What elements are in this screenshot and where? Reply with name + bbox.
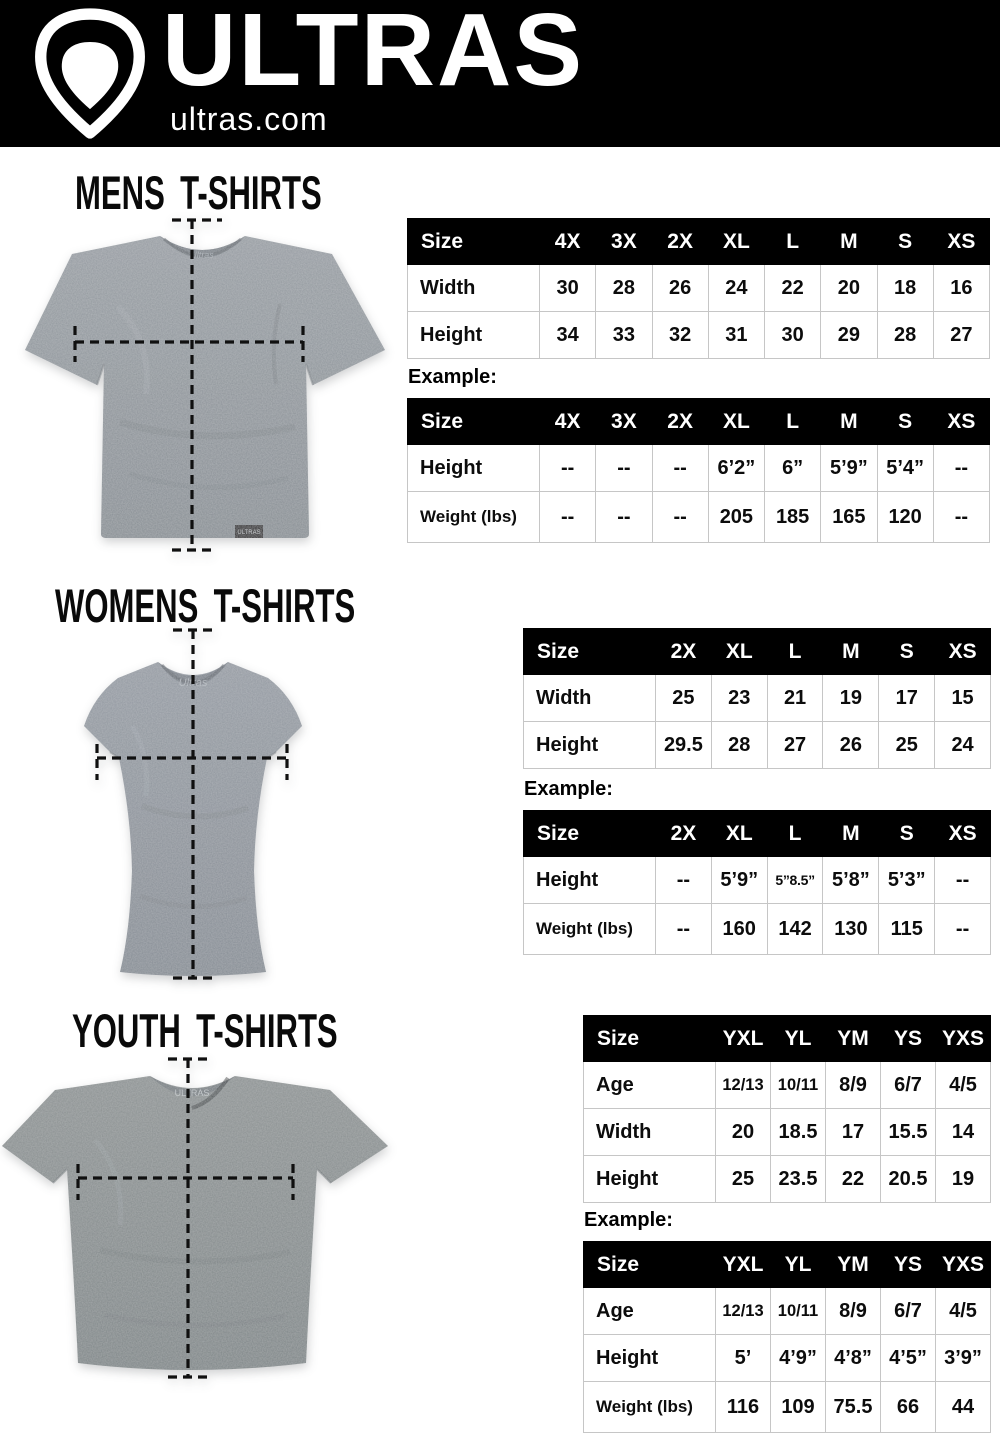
row-label: Weight (lbs) — [524, 904, 656, 955]
size-column-header: XS — [935, 811, 991, 857]
size-row-title: Size — [524, 629, 656, 675]
mens-tshirt-photo — [10, 212, 400, 565]
table-header-row — [524, 629, 991, 675]
brand-name: ULTRAS — [162, 0, 585, 107]
size-column-header: XL — [711, 811, 767, 857]
size-column-header: XS — [933, 399, 989, 445]
tshirt-body — [2, 1076, 388, 1370]
womens-tshirt-photo — [30, 626, 360, 991]
table-row — [408, 265, 990, 312]
value-cell: 6/7 — [881, 1062, 936, 1109]
value-cell: 185 — [765, 492, 821, 543]
value-cell: 23 — [711, 675, 767, 722]
size-row-title: Size — [408, 219, 540, 265]
value-cell: 12/13 — [716, 1288, 771, 1335]
value-cell: 18 — [877, 265, 933, 312]
value-cell: 130 — [823, 904, 879, 955]
size-column-header: YL — [771, 1016, 826, 1062]
value-cell: 27 — [767, 722, 823, 769]
size-column-header: 3X — [596, 399, 652, 445]
row-label: Width — [408, 265, 540, 312]
row-label: Height — [408, 312, 540, 359]
row-label: Age — [584, 1062, 716, 1109]
size-column-header: XL — [708, 219, 764, 265]
value-cell: 19 — [823, 675, 879, 722]
youth-size-table — [583, 1015, 991, 1203]
value-cell: 5’4” — [877, 445, 933, 492]
value-cell: 116 — [716, 1382, 771, 1433]
size-column-header: M — [821, 399, 877, 445]
table-header-row — [584, 1242, 991, 1288]
size-column-header: M — [823, 629, 879, 675]
value-cell: 6” — [765, 445, 821, 492]
value-cell: 5’9” — [711, 857, 767, 904]
size-column-header: L — [767, 811, 823, 857]
youth-example-label: Example: — [584, 1209, 673, 1231]
row-label: Height — [524, 857, 656, 904]
size-column-header: 4X — [540, 399, 596, 445]
value-cell: 21 — [767, 675, 823, 722]
table-row — [584, 1288, 991, 1335]
value-cell: 20.5 — [881, 1156, 936, 1203]
value-cell: 6/7 — [881, 1288, 936, 1335]
size-column-header: YXL — [716, 1242, 771, 1288]
value-cell: 25 — [879, 722, 935, 769]
svg-text:Ultras: Ultras — [178, 677, 208, 689]
value-cell: 29 — [821, 312, 877, 359]
size-column-header: YXS — [936, 1016, 991, 1062]
value-cell: 27 — [933, 312, 989, 359]
size-column-header: L — [767, 629, 823, 675]
value-cell: 6’2” — [708, 445, 764, 492]
size-row-title: Size — [584, 1016, 716, 1062]
svg-text:Ultras: Ultras — [190, 250, 214, 260]
size-column-header: YM — [826, 1016, 881, 1062]
value-cell: 22 — [826, 1156, 881, 1203]
value-cell: 30 — [765, 312, 821, 359]
value-cell: -- — [656, 904, 712, 955]
size-column-header: YM — [826, 1242, 881, 1288]
size-column-header: 4X — [540, 219, 596, 265]
value-cell: 109 — [771, 1382, 826, 1433]
value-cell: -- — [652, 445, 708, 492]
size-row-title: Size — [584, 1242, 716, 1288]
value-cell: 8/9 — [826, 1288, 881, 1335]
mens-example-label: Example: — [408, 366, 497, 388]
value-cell: 19 — [936, 1156, 991, 1203]
size-column-header: XL — [708, 399, 764, 445]
value-cell: 34 — [540, 312, 596, 359]
size-column-header: XL — [711, 629, 767, 675]
value-cell: 4’5” — [881, 1335, 936, 1382]
value-cell: 25 — [716, 1156, 771, 1203]
value-cell: 75.5 — [826, 1382, 881, 1433]
brand-logo-shield-icon — [28, 7, 152, 139]
table-row — [584, 1109, 991, 1156]
value-cell: 26 — [823, 722, 879, 769]
value-cell: -- — [935, 904, 991, 955]
table-row — [524, 722, 991, 769]
value-cell: 66 — [881, 1382, 936, 1433]
table-row — [584, 1335, 991, 1382]
mens-size-table — [407, 218, 990, 359]
row-label: Width — [584, 1109, 716, 1156]
size-column-header: YS — [881, 1242, 936, 1288]
value-cell: 17 — [879, 675, 935, 722]
svg-text:ULTRAS: ULTRAS — [174, 1088, 210, 1098]
value-cell: 5’3” — [879, 857, 935, 904]
value-cell: 115 — [879, 904, 935, 955]
size-column-header: YXL — [716, 1016, 771, 1062]
value-cell: 30 — [540, 265, 596, 312]
value-cell: 5’ — [716, 1335, 771, 1382]
table-row — [408, 445, 990, 492]
value-cell: 205 — [708, 492, 764, 543]
value-cell: -- — [596, 445, 652, 492]
value-cell: 165 — [821, 492, 877, 543]
size-column-header: L — [765, 219, 821, 265]
value-cell: 10/11 — [771, 1288, 826, 1335]
svg-text:ULTRAS: ULTRAS — [237, 530, 261, 536]
table-row — [524, 675, 991, 722]
value-cell: 33 — [596, 312, 652, 359]
size-column-header: S — [879, 811, 935, 857]
value-cell: 4/5 — [936, 1062, 991, 1109]
size-column-header: L — [765, 399, 821, 445]
value-cell: 15 — [935, 675, 991, 722]
tshirt-body — [25, 236, 385, 538]
row-label: Height — [524, 722, 656, 769]
value-cell: 160 — [711, 904, 767, 955]
value-cell: 22 — [765, 265, 821, 312]
table-row — [524, 857, 991, 904]
row-label: Height — [408, 445, 540, 492]
table-header-row — [408, 399, 990, 445]
row-label: Height — [584, 1156, 716, 1203]
size-column-header: YL — [771, 1242, 826, 1288]
womens-example-table — [523, 810, 991, 955]
youth-tshirt-photo — [0, 1050, 392, 1407]
value-cell: 5’8” — [823, 857, 879, 904]
value-cell: 5’9” — [821, 445, 877, 492]
value-cell: 16 — [933, 265, 989, 312]
value-cell: 142 — [767, 904, 823, 955]
brand-domain: ultras.com — [170, 101, 328, 137]
value-cell: 20 — [821, 265, 877, 312]
value-cell: 31 — [708, 312, 764, 359]
table-header-row — [408, 219, 990, 265]
size-column-header: 2X — [652, 399, 708, 445]
value-cell: -- — [596, 492, 652, 543]
value-cell: 5”8.5” — [767, 857, 823, 904]
value-cell: -- — [935, 857, 991, 904]
womens-size-table — [523, 628, 991, 769]
value-cell: 20 — [716, 1109, 771, 1156]
youth-example-table — [583, 1241, 991, 1433]
size-column-header: S — [877, 219, 933, 265]
size-column-header: YXS — [936, 1242, 991, 1288]
table-row — [584, 1382, 991, 1433]
size-column-header: YS — [881, 1016, 936, 1062]
value-cell: 26 — [652, 265, 708, 312]
row-label: Width — [524, 675, 656, 722]
value-cell: 28 — [711, 722, 767, 769]
table-header-row — [524, 811, 991, 857]
size-row-title: Size — [408, 399, 540, 445]
row-label: Age — [584, 1288, 716, 1335]
value-cell: 3’9” — [936, 1335, 991, 1382]
table-row — [408, 312, 990, 359]
value-cell: 8/9 — [826, 1062, 881, 1109]
value-cell: 15.5 — [881, 1109, 936, 1156]
value-cell: 4/5 — [936, 1288, 991, 1335]
size-column-header: 3X — [596, 219, 652, 265]
value-cell: 24 — [708, 265, 764, 312]
row-label: Weight (lbs) — [408, 492, 540, 543]
value-cell: 44 — [936, 1382, 991, 1433]
row-label: Height — [584, 1335, 716, 1382]
value-cell: 28 — [877, 312, 933, 359]
value-cell: -- — [933, 445, 989, 492]
value-cell: 10/11 — [771, 1062, 826, 1109]
value-cell: 32 — [652, 312, 708, 359]
value-cell: 12/13 — [716, 1062, 771, 1109]
value-cell: 24 — [935, 722, 991, 769]
value-cell: -- — [540, 492, 596, 543]
table-row — [524, 904, 991, 955]
size-column-header: XS — [935, 629, 991, 675]
value-cell: -- — [652, 492, 708, 543]
table-row — [584, 1156, 991, 1203]
size-column-header: 2X — [652, 219, 708, 265]
size-column-header: S — [879, 629, 935, 675]
size-row-title: Size — [524, 811, 656, 857]
value-cell: 29.5 — [656, 722, 712, 769]
section-title-mens: MENS T-SHIRTS — [75, 166, 322, 220]
table-header-row — [584, 1016, 991, 1062]
value-cell: 17 — [826, 1109, 881, 1156]
value-cell: -- — [540, 445, 596, 492]
size-column-header: 2X — [656, 629, 712, 675]
value-cell: 28 — [596, 265, 652, 312]
size-column-header: 2X — [656, 811, 712, 857]
table-row — [584, 1062, 991, 1109]
value-cell: -- — [656, 857, 712, 904]
value-cell: 23.5 — [771, 1156, 826, 1203]
section-title-womens: WOMENS T-SHIRTS — [55, 579, 356, 633]
table-row — [408, 492, 990, 543]
value-cell: 18.5 — [771, 1109, 826, 1156]
size-column-header: S — [877, 399, 933, 445]
value-cell: 4’8” — [826, 1335, 881, 1382]
size-column-header: XS — [933, 219, 989, 265]
row-label: Weight (lbs) — [584, 1382, 716, 1433]
value-cell: -- — [933, 492, 989, 543]
section-title-youth: YOUTH T-SHIRTS — [72, 1004, 338, 1058]
site-header — [0, 0, 1000, 147]
size-column-header: M — [821, 219, 877, 265]
womens-example-label: Example: — [524, 778, 613, 800]
mens-example-table — [407, 398, 990, 543]
value-cell: 14 — [936, 1109, 991, 1156]
value-cell: 120 — [877, 492, 933, 543]
size-column-header: M — [823, 811, 879, 857]
value-cell: 25 — [656, 675, 712, 722]
value-cell: 4’9” — [771, 1335, 826, 1382]
